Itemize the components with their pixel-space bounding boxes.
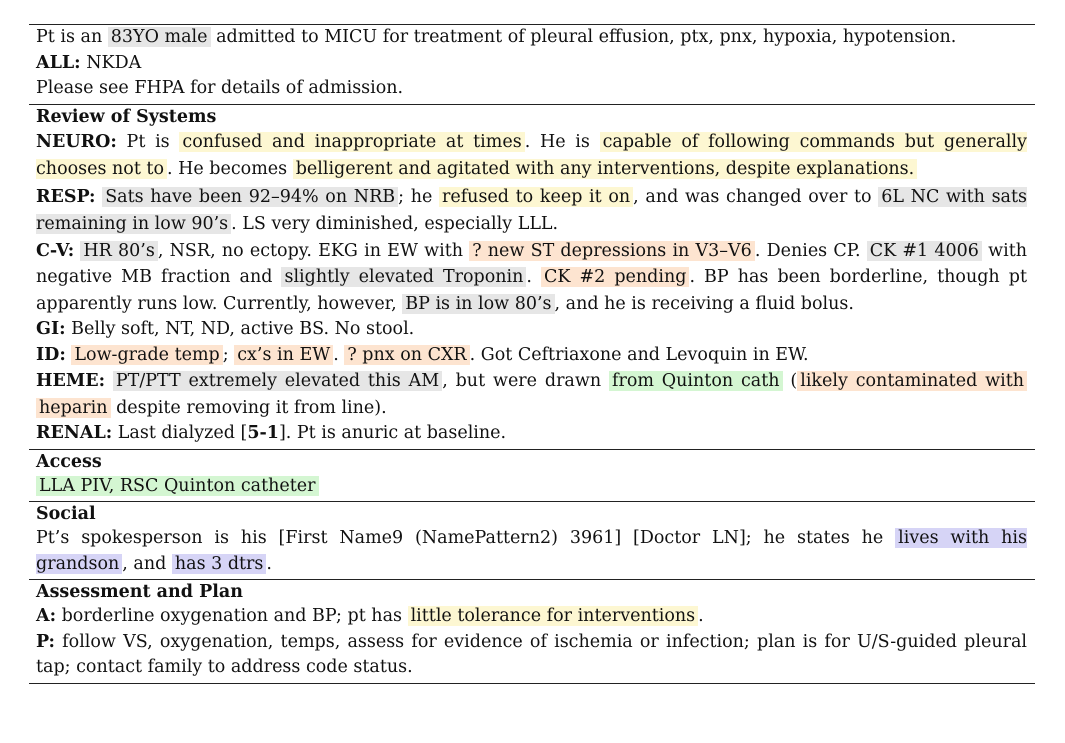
- text: .: [698, 606, 704, 626]
- heme-label: HEME:: [36, 371, 106, 391]
- text: , NSR, no ectopy. EKG in EW with: [157, 240, 470, 261]
- gi-label: GI:: [36, 319, 66, 339]
- text: .: [266, 553, 272, 574]
- text: . Denies CP.: [754, 240, 867, 261]
- assessment-label: A:: [36, 606, 57, 626]
- dialysis-date: 5-1: [247, 423, 279, 443]
- text: . Got Ceftriaxone and Levoquin in EW.: [469, 344, 809, 365]
- highlight: PT/PTT extremely elevated this AM: [113, 371, 442, 391]
- section-title: Social: [36, 504, 96, 524]
- text: Pt’s spokesperson is his [First Name9 (NamePattern2) 3961] [Doctor LN]; he states he: [36, 528, 896, 548]
- highlight: confused and inappropriate at times: [179, 132, 524, 152]
- text: , and he is receiving a fluid bolus.: [554, 293, 854, 314]
- allergies-label: ALL:: [36, 52, 81, 73]
- text: (: [782, 371, 798, 391]
- highlight: BP is in low 80’s: [402, 294, 554, 314]
- plan-line: [36, 630, 1027, 681]
- text: with negative MB fraction and: [36, 240, 1027, 287]
- text: . LS very diminished, especially LLL.: [231, 213, 559, 234]
- highlight: Sats have been 92–94% on NRB: [102, 187, 398, 207]
- text: ]. Pt is anuric at baseline.: [278, 423, 507, 443]
- text: , and was changed over to: [633, 186, 879, 207]
- highlight-age-sex: 83YO male: [108, 27, 211, 47]
- ros-heme: [36, 368, 1027, 421]
- assessment-line: [36, 604, 1027, 630]
- ap-section: [29, 580, 1035, 684]
- access-line: [36, 474, 1027, 500]
- highlight: from Quinton cath: [609, 371, 783, 391]
- social-paragraph: [36, 526, 1027, 577]
- neuro-label: NEURO:: [36, 131, 117, 152]
- renal-label: RENAL:: [36, 423, 113, 443]
- intro-paragraph: [36, 25, 1027, 51]
- text: Pt is: [116, 131, 180, 152]
- text: follow VS, oxygenation, temps, assess for evidence of ischemia or infection; plan is for U/S-guided pleural tap; contact family to address code status.: [36, 631, 1027, 677]
- plan-label: P:: [36, 631, 55, 652]
- text: ;: [222, 344, 235, 365]
- allergies-value: NKDA: [80, 52, 142, 73]
- highlight: cx’s in EW: [234, 345, 333, 365]
- ros-neuro: [36, 129, 1027, 184]
- highlight: likely contaminated with: [797, 371, 1027, 391]
- intro-text: Pt is an: [36, 27, 108, 47]
- fhpa-line: Please see FHPA for details of admission.: [36, 78, 404, 98]
- ros-resp: [36, 184, 1027, 238]
- text: borderline oxygenation and BP; pt has: [56, 606, 408, 626]
- text: . He is: [524, 131, 600, 152]
- highlight: ? pnx on CXR: [344, 345, 469, 365]
- highlight: has 3 dtrs: [172, 554, 267, 574]
- highlight: HR 80’s: [80, 241, 157, 261]
- highlight: ? new ST depressions in V3–V6: [469, 241, 755, 261]
- text: .: [526, 267, 542, 287]
- highlight: LLA PIV, RSC Quinton catheter: [36, 476, 319, 496]
- section-title: Assessment and Plan: [36, 582, 243, 602]
- text: , but were drawn: [442, 371, 609, 391]
- social-section: [29, 502, 1035, 580]
- resp-label: RESP:: [36, 186, 96, 207]
- cv-label: C-V:: [36, 240, 75, 261]
- ros-section: [29, 105, 1035, 450]
- text: Belly soft, NT, ND, active BS. No stool.: [65, 319, 415, 339]
- text: . He becomes: [167, 159, 293, 179]
- intro-text: admitted to MICU for treatment of pleural effusion, ptx, pnx, hypoxia, hypotension.: [210, 27, 957, 47]
- ros-renal: [36, 421, 1027, 447]
- text: . BP has been borderline, though pt apparently runs low. Currently, however,: [36, 267, 1027, 314]
- text: despite removing it from line).: [110, 397, 387, 418]
- highlight: heparin: [36, 398, 111, 418]
- highlight: CK #1 4006: [867, 241, 982, 261]
- section-title: Review of Systems: [36, 106, 217, 127]
- ros-id: [36, 343, 1027, 369]
- highlight: CK #2 pending: [541, 267, 689, 287]
- highlight: lives with his grandson: [36, 528, 1027, 574]
- allergies-line: [36, 51, 1027, 77]
- highlight: slightly elevated Troponin: [281, 267, 526, 287]
- ros-cv: [36, 238, 1027, 318]
- highlight: 6L NC with sats remaining in low 90’s: [36, 186, 1027, 234]
- text: , and: [122, 553, 172, 574]
- highlight: belligerent and agitated with any interventions, despite explanations.: [293, 159, 918, 179]
- access-section: [29, 450, 1035, 503]
- text: ; he: [398, 186, 439, 207]
- intro-section: [29, 25, 1035, 105]
- ros-gi: [36, 317, 1027, 343]
- highlight: Low-grade temp: [71, 345, 222, 365]
- highlight: little tolerance for interventions: [408, 606, 699, 626]
- id-label: ID:: [36, 344, 66, 365]
- section-title: Access: [36, 451, 102, 472]
- highlight: refused to keep it on: [439, 187, 633, 207]
- clinical-note: [29, 24, 1035, 684]
- text: Last dialyzed [: [112, 423, 248, 443]
- highlight: capable of following commands but generally chooses not to: [36, 131, 1027, 179]
- text: .: [333, 344, 345, 365]
